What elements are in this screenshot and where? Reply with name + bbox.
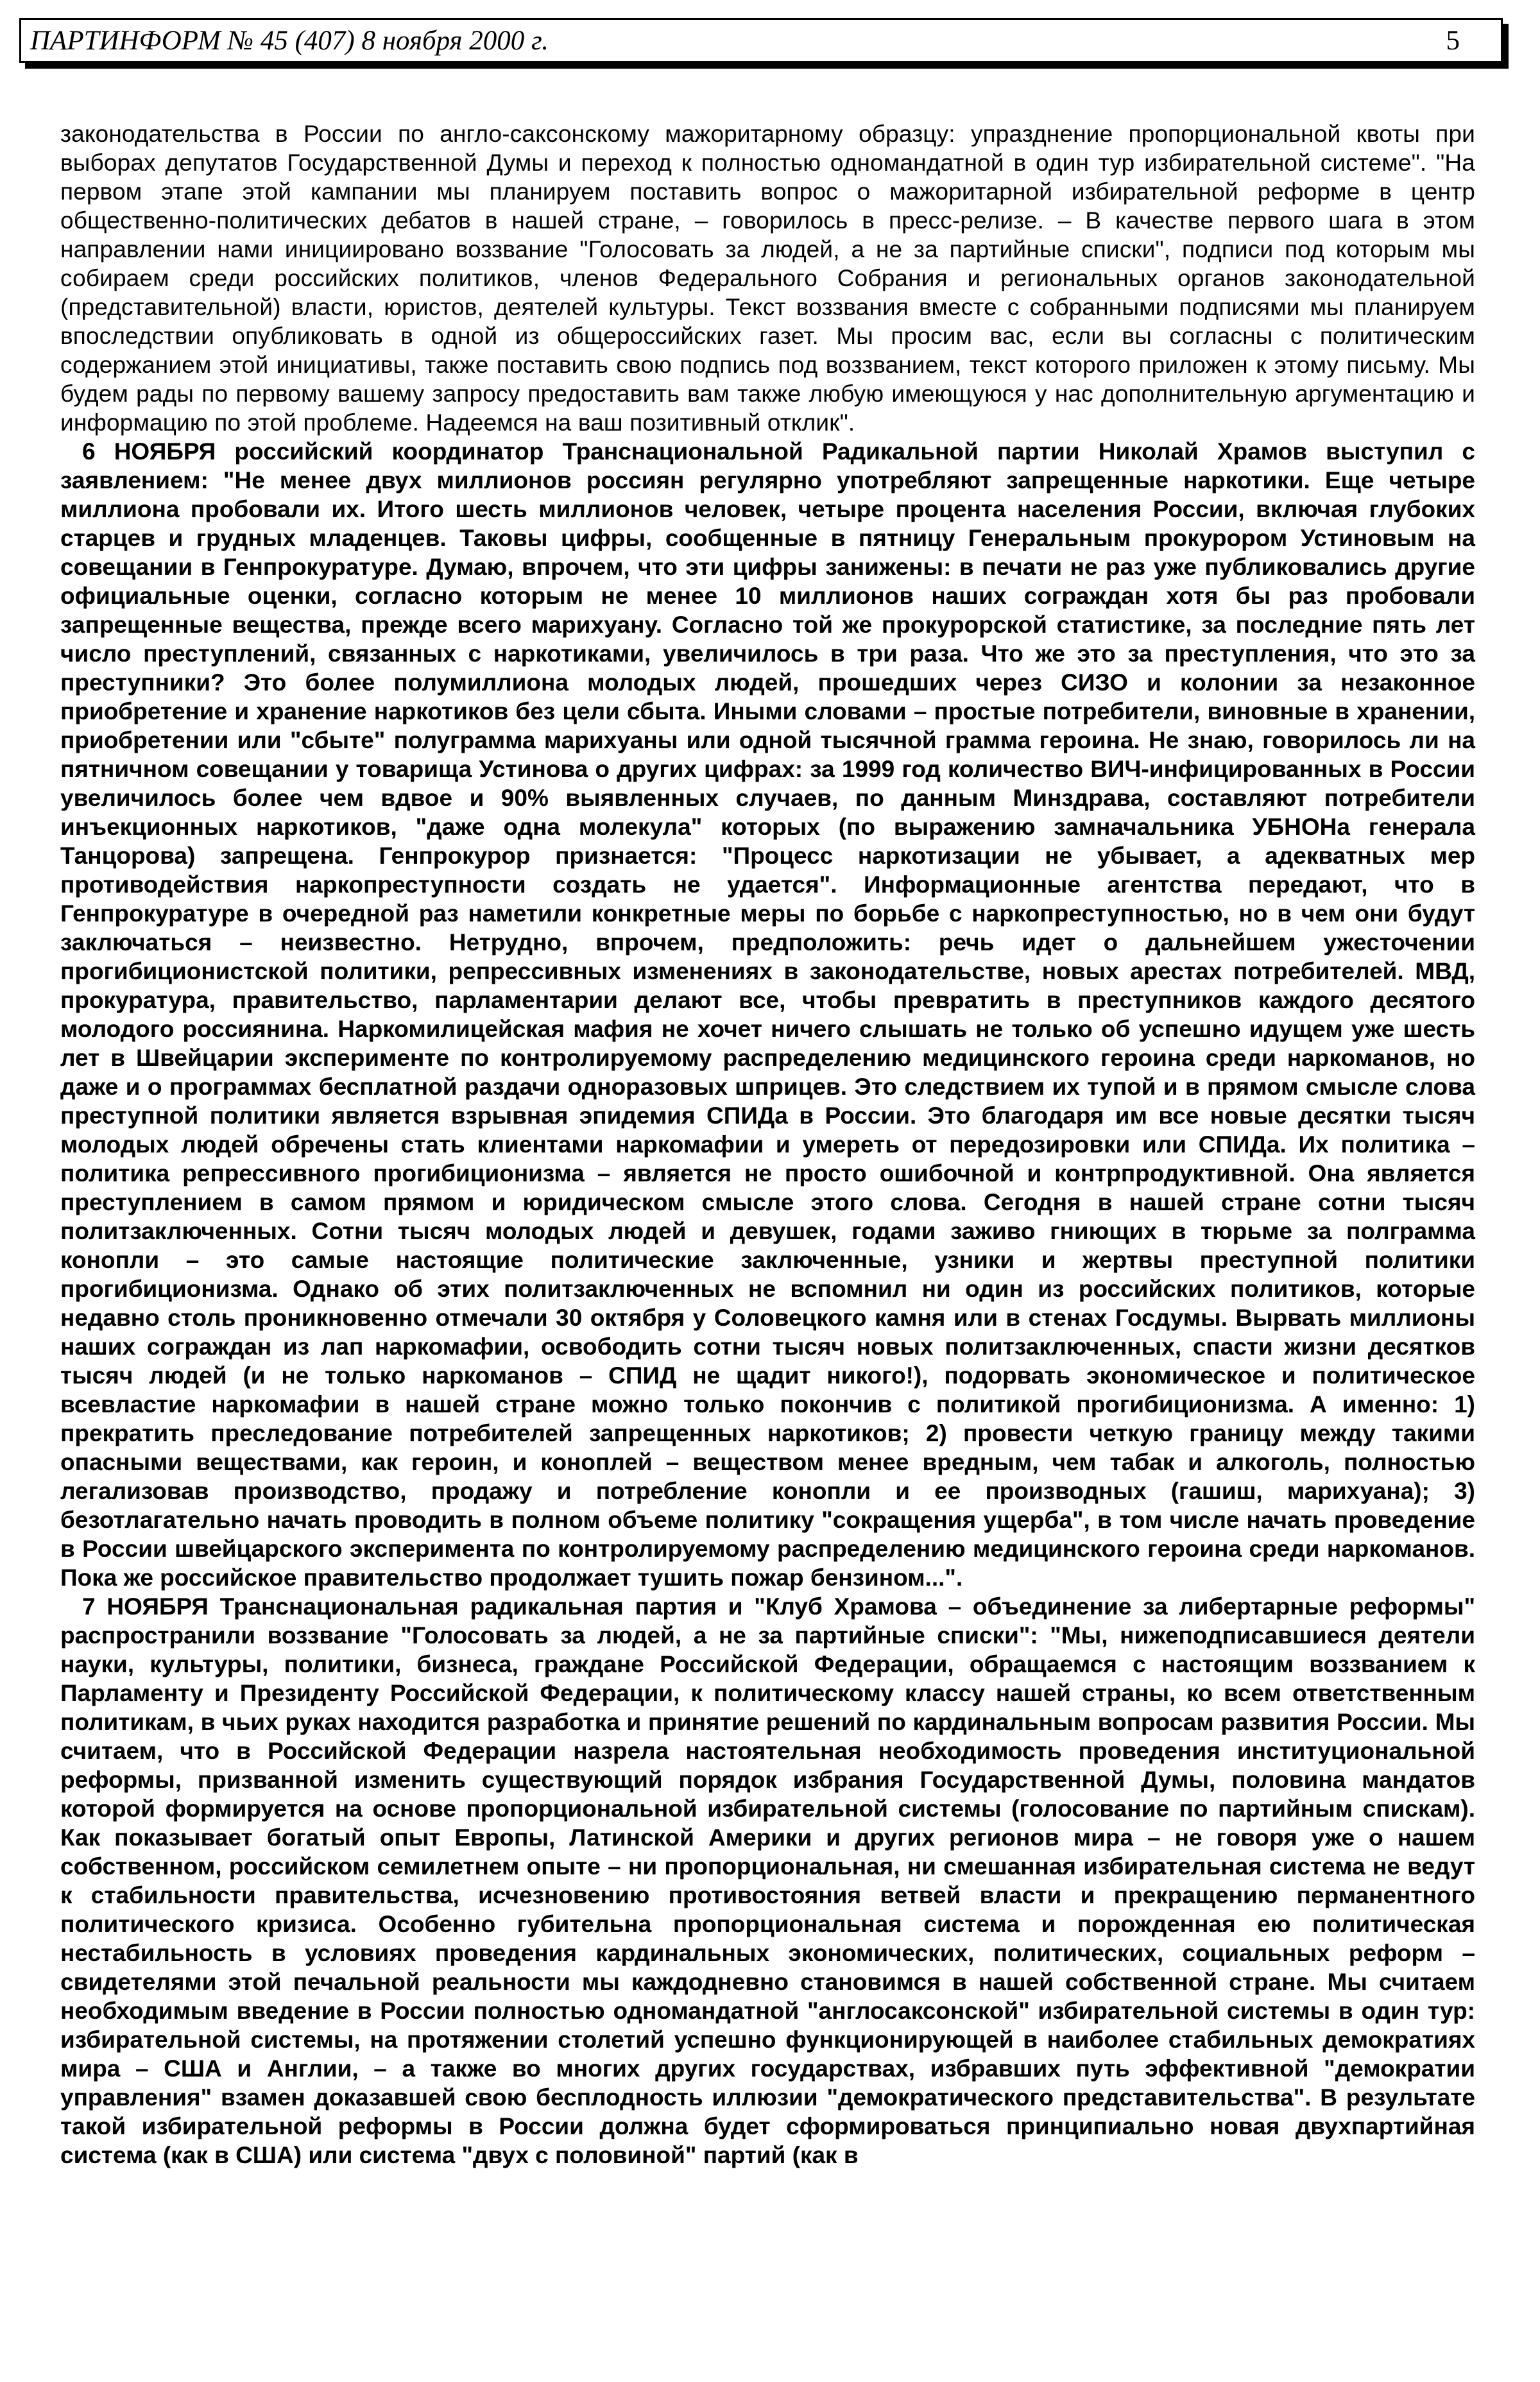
entry-text-nov6: российский координатор Транснациональной Радикальной партии Николай Храмов выступил с заявлением: "Не менее двух миллионов россиян регулярно употребляют запрещенные наркотики. Еще четыре миллиона пробовали их. Итого шесть миллионов человек, четыре процента населения России, включая глубоких старцев и грудных младенцев. Таковы цифры, сообщенные в пятницу Генеральным прокурором Устиновым на совещании в Генпрокуратуре. Думаю, впрочем, что эти цифры занижены: в печати не раз уже публиковались другие официальные оценки, согласно которым не менее 10 миллионов наших сограждан хотя бы раз пробовали запрещенные вещества, прежде всего марихуану. Согласно той же прокурорской статистике, за последние пять лет число преступлений, связанных с наркотиками, увеличилось в три раза. Что же это за преступления, что это за преступники? Это более полумиллиона молодых людей, прошедших через СИЗО и колонии за незаконное приобретение и хранение наркотиков без цели сбыта. Иными словами – простые потребители, виновные в хранении, приобретении или "сбыте" полуграмма марихуаны или одной тысячной грамма героина. Не знаю, говорилось ли на пятничном совещании у товарища Устинова о других цифрах: за 1999 год количество ВИЧ-инфицированных в России увеличилось более чем вдвое и 90% выявленных случаев, по данным Минздрава, составляют потребители инъекционных наркотиков, "даже одна молекула" которых (по выражению замначальника УБНОНа генерала Танцорова) запрещена. Генпрокурор признается: "Процесс наркотизации не убывает, а адекватных мер противодействия наркопреступности создать не удается". Информационные агентства передают, что в Генпрокуратуре в очередной раз наметили конкретные меры по борьбе с наркопреступностью, но в чем они будут заключаться – неизвестно. Нетрудно, впрочем, предположить: речь идет о дальнейшем ужесточении прогибиционистской политики, репрессивных изменениях в законодательстве, новых арестах потребителей. МВД, прокуратура, правительство, парламентарии делают все, чтобы превратить в преступников каждого десятого молодого россиянина. Наркомилицейская мафия не хочет ничего слышать не только об успешно идущем уже шесть лет в Швейцарии эксперименте по контролируемому распределению медицинского героина среди наркоманов, но даже и о программах бесплатной раздачи одноразовых шприцев. Это следствием их тупой и в прямом смысле слова преступной политики является взрывная эпидемия СПИДа в России. Это благодаря им все новые десятки тысяч молодых людей обречены стать клиентами наркомафии и умереть от передозировки или СПИДа. Их политика – политика репрессивного прогибиционизма – является не просто ошибочной и контрпродуктивной. Она является преступлением в самом прямом и юридическом смысле этого слова. Сегодня в нашей стране сотни тысяч политзаключенных. Сотни тысяч молодых людей и девушек, годами заживо гниющих в тюрьме за полграмма конопли – это самые настоящие политические заключенные, узники и жертвы преступной политики прогибиционизма. Однако об этих политзаключенных не вспомнил ни один из российских политиков, которые недавно столь проникновенно отмечали 30 октября у Соловецкого камня или в стенах Госдумы. Вырвать миллионы наших сограждан из лап наркомафии, освободить сотни тысяч новых политзаключенных, спасти жизни десятков тысяч людей (и не только наркоманов – СПИД не щадит никого!), подорвать экономическое и политическое всевластие наркомафии в нашей стране можно только покончив с политикой прогибиционизма. А именно: 1) прекратить преследование потребителей запрещенных наркотиков; 2) провести четкую границу между такими опасными веществами, как героин, и коноплей – веществом менее вредным, чем табак и алкоголь, полностью легализовав производство, продажу и потребление конопли и ее производных (гашиш, марихуана); 3) безотлагательно начать проводить в полном объеме политику "сокращения ущерба", в том числе начать проведение в России швейцарского эксперимента по контролируемому распределению медицинского героина среди наркоманов. Пока же российское правительство продолжает тушить пожар бензином...". bbox=[60, 438, 1475, 1591]
entry-text-nov7: Транснациональная радикальная партия и "Клуб Храмова – объединение за либертарные реформы" распространили воззвание "Голосовать за людей, а не за партийные списки": "Мы, нижеподписавшиеся деятели науки, культуры, политики, бизнеса, граждане Российской Федерации, обращаемся с настоящим воззванием к Парламенту и Президенту Российской Федерации, к политическому классу нашей страны, ко всем ответственным политикам, в чьих руках находится разработка и принятие решений по кардинальным вопросам развития России. Мы считаем, что в Российской Федерации назрела настоятельная необходимость проведения институциональной реформы, призванной изменить существующий порядок избрания Государственной Думы, половина мандатов которой формируется на основе пропорциональной избирательной системы (голосование по партийным спискам). Как показывает богатый опыт Европы, Латинской Америки и других регионов мира – не говоря уже о нашем собственном, российском семилетнем опыте – ни пропорциональная, ни смешанная избирательная система не ведут к стабильности правительства, исчезновению противостояния ветвей власти и прекращению перманентного политического кризиса. Особенно губительна пропорциональная система и порожденная ею политическая нестабильность в условиях проведения кардинальных экономических, политических, социальных реформ – свидетелями этой печальной реальности мы каждодневно становимся в нашей собственной стране. Мы считаем необходимым введение в России полностью одномандатной "англосаксонской" избирательной системы в один тур: избирательной системы, на протяжении столетий успешно функционирующей в наиболее стабильных демократиях мира – США и Англии, – а также во многих других государствах, избравших путь эффективной "демократии управления" взамен доказавшей свою бесплодность иллюзии "демократического представительства". В результате такой избирательной реформы в России должна будет сформироваться принципиально новая двухпартийная система (как в США) или система "двух с половиной" партий (как в bbox=[60, 1593, 1475, 2168]
page-header bbox=[19, 18, 1503, 63]
page-number: 5 bbox=[1446, 25, 1460, 56]
entry-date-nov7: 7 НОЯБРЯ bbox=[82, 1593, 209, 1620]
publication-title: ПАРТИНФОРМ № 45 (407) 8 ноября 2000 г. bbox=[30, 25, 549, 56]
news-entry-nov6 bbox=[60, 437, 1475, 1592]
news-entry-nov7 bbox=[60, 1592, 1475, 2170]
intro-paragraph: законодательства в России по англо-саксонскому мажоритарному образцу: упразднение пропорциональной квоты при выборах депутатов Государственной Думы и переход к полностью одномандатной в один тур избирательной системе". "На первом этапе этой кампании мы планируем поставить вопрос о мажоритарной избирательной реформе в центр общественно-политических дебатов в нашей стране, – говорилось в пресс-релизе. – В качестве первого шага в этом направлении нами инициировано воззвание "Голосовать за людей, а не за партийные списки", подписи под которым мы собираем среди российских политиков, членов Федерального Собрания и региональных органов законодательной (представительной) власти, юристов, деятелей культуры. Текст воззвания вместе с собранными подписями мы планируем впоследствии опубликовать в одной из общероссийских газет. Мы просим вас, если вы согласны с политическим содержанием этой инициативы, также поставить свою подпись под воззванием, текст которого приложен к этому письму. Мы будем рады по первому вашему запросу предоставить вам также любую имеющуюся у нас дополнительную аргументацию и информацию по этой проблеме. Надеемся на ваш позитивный отклик". bbox=[60, 121, 1475, 436]
entry-date-nov6: 6 НОЯБРЯ bbox=[82, 438, 216, 465]
article-body bbox=[60, 119, 1475, 2170]
